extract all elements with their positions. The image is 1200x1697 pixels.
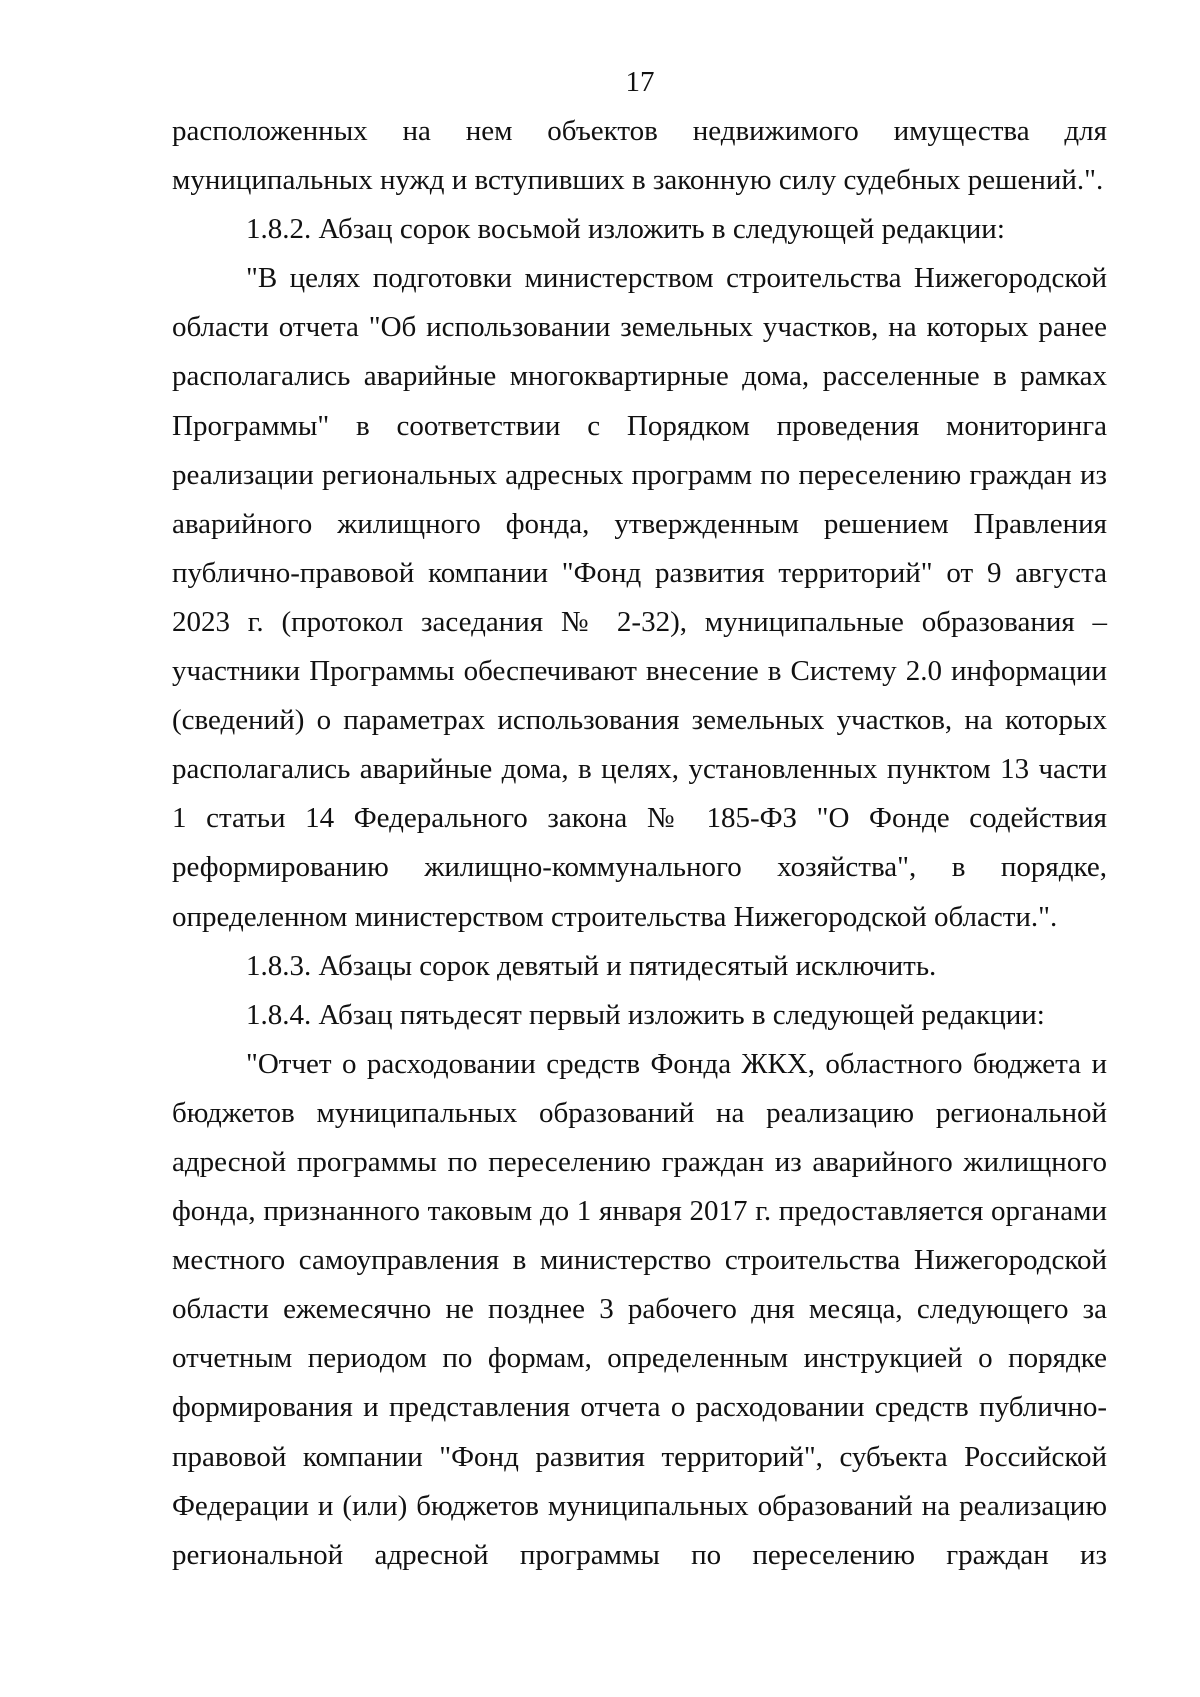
document-body [172, 107, 1107, 1580]
page-number: 17 [625, 66, 655, 98]
paragraph-1-8-2-text: "В целях подготовки министерством строительства Нижегородской области отчета "Об использовании земельных участков, на которых ранее располагались аварийные многоквартирные дома, расселенные в рамках Программы" в соответствии с Порядком проведения мониторинга реализации региональных адресных программ по переселению граждан из аварийного жилищного фонда, утвержденным решением Правления публично-правовой компании "Фонд развития территорий" от 9 августа 2023 г. (протокол заседания № 2-32), муниципальные образования – участники Программы обеспечивают внесение в Систему 2.0 информации (сведений) о параметрах использования земельных участков, на которых располагались аварийные дома, в целях, установленных пунктом 13 части 1 статьи 14 Федерального закона № 185-ФЗ "О Фонде содействия реформированию жилищно-коммунального хозяйства", в порядке, определенном министерством строительства Нижегородской области.". [172, 262, 1107, 933]
paragraph-1-8-4-heading: 1.8.4. Абзац пятьдесят первый изложить в следующей редакции: [246, 998, 1045, 1031]
paragraph-1-8-4-text: "Отчет о расходовании средств Фонда ЖКХ, областного бюджета и бюджетов муниципальных образований на реализацию региональной адресной программы по переселению граждан из аварийного жилищного фонда, признанного таковым до 1 января 2017 г. предоставляется органами местного самоуправления в министерство строительства Нижегородской области ежемесячно не позднее 3 рабочего дня месяца, следующего за отчетным периодом по формам, определенным инструкцией о порядке формирования и представления отчета о расходовании средств публично-правовой компании "Фонд развития территорий", субъекта Российской Федерации и (или) бюджетов муниципальных образований на реализацию региональной адресной программы по переселению граждан из [172, 1047, 1107, 1571]
paragraph-1-8-3: 1.8.3. Абзацы сорок девятый и пятидесятый исключить. [246, 949, 937, 982]
paragraph-1-8-2-heading: 1.8.2. Абзац сорок восьмой изложить в следующей редакции: [246, 213, 1005, 246]
paragraph-continuation: расположенных на нем объектов недвижимого имущества для муниципальных нужд и вступивших в законную силу судебных решений.". [172, 115, 1107, 197]
